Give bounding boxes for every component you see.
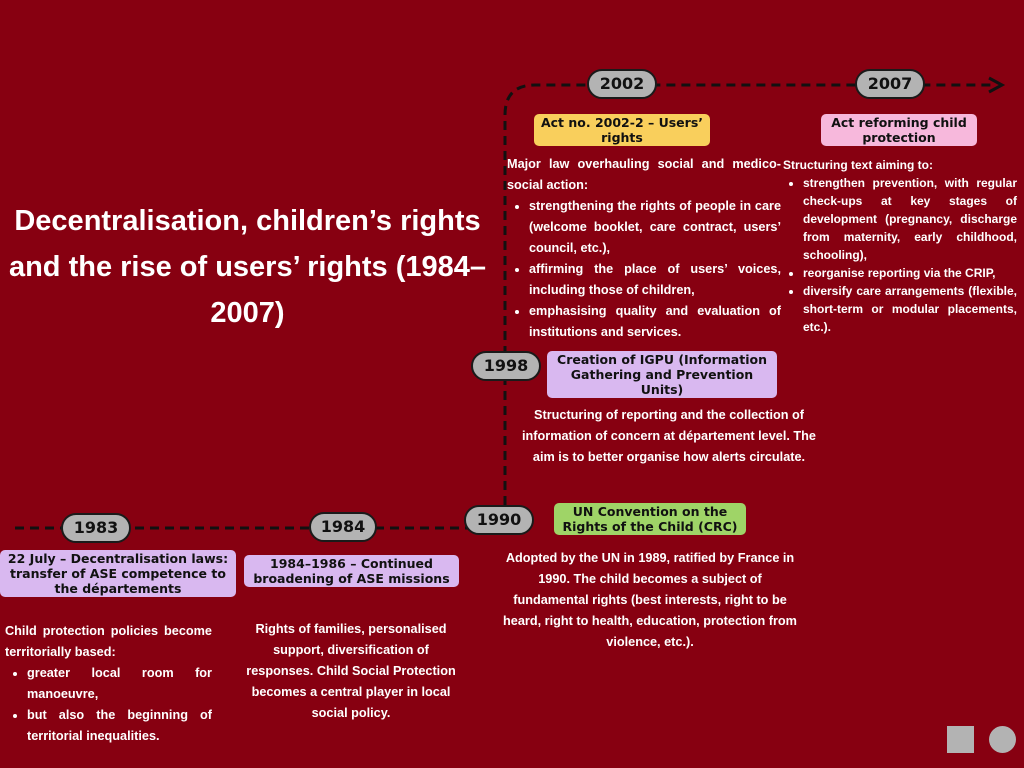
page-title: Decentralisation, children’s rights and the rise of users’ rights (1984–2007)	[8, 205, 487, 329]
year-2007: 2007	[855, 69, 925, 99]
event-1984-heading: 1984–1986 – Continued broadening of ASE missions	[244, 555, 459, 587]
event-1983-heading: 22 July – Decentralisation laws: transfer of ASE competence to the départements	[0, 550, 236, 597]
year-2002: 2002	[587, 69, 657, 99]
event-1983-bullets	[5, 663, 212, 747]
event-2007-bullets	[783, 174, 1017, 336]
arrow-head-icon	[989, 78, 1002, 92]
event-2007-bullet: • diversify care arrangements (flexible, short-term or modular placements, etc.).	[803, 282, 1017, 336]
event-1990-description: Adopted by the UN in 1989, ratified by France in 1990. The child becomes a subject of fundamental rights (best interests, right to be heard, right to health, education, protection from violence, etc.).	[503, 551, 797, 649]
event-2002-intro: Major law overhauling social and medico-social action:	[507, 157, 781, 192]
event-1984-description: Rights of families, personalised support, diversification of responses. Child Social Protection becomes a central player in local social policy.	[246, 622, 456, 720]
event-2002-bullet: • emphasising quality and evaluation of institutions and services.	[529, 301, 781, 343]
year-1984: 1984	[309, 512, 377, 542]
year-1990: 1990	[464, 505, 534, 535]
event-2007-bullet: • strengthen prevention, with regular check-ups at key stages of development (pregnancy, discharge from maternity, early childhood, schooling),	[803, 174, 1017, 264]
event-2002-bullet: • affirming the place of users’ voices, including those of children,	[529, 259, 781, 301]
event-2002-description	[507, 154, 781, 343]
event-2007-description	[783, 156, 1017, 336]
event-2007-bullet: • reorganise reporting via the CRIP,	[803, 264, 1017, 282]
year-1998: 1998	[471, 351, 541, 381]
event-2007-intro: Structuring text aiming to:	[783, 158, 933, 172]
event-1983-bullet: • but also the beginning of territorial inequalities.	[27, 705, 212, 747]
square-shape-icon	[947, 726, 974, 753]
event-2002-bullets	[507, 196, 781, 343]
year-1983: 1983	[61, 513, 131, 543]
event-2007-heading: Act reforming child protection	[821, 114, 977, 146]
event-1983-intro: Child protection policies become territorially based:	[5, 624, 212, 659]
circle-shape-icon	[989, 726, 1016, 753]
event-2002-bullet: • strengthening the rights of people in care (welcome booklet, care contract, users’ council, etc.),	[529, 196, 781, 259]
event-1998-description: Structuring of reporting and the collection of information of concern at département level. The aim is to better organise how alerts circulate.	[522, 408, 816, 464]
event-1998-heading: Creation of IGPU (Information Gathering and Prevention Units)	[547, 351, 777, 398]
event-1983-description	[5, 621, 212, 747]
event-1983-bullet: • greater local room for manoeuvre,	[27, 663, 212, 705]
event-1990-heading: UN Convention on the Rights of the Child (CRC)	[554, 503, 746, 535]
event-2002-heading: Act no. 2002-2 – Users’ rights	[534, 114, 710, 146]
